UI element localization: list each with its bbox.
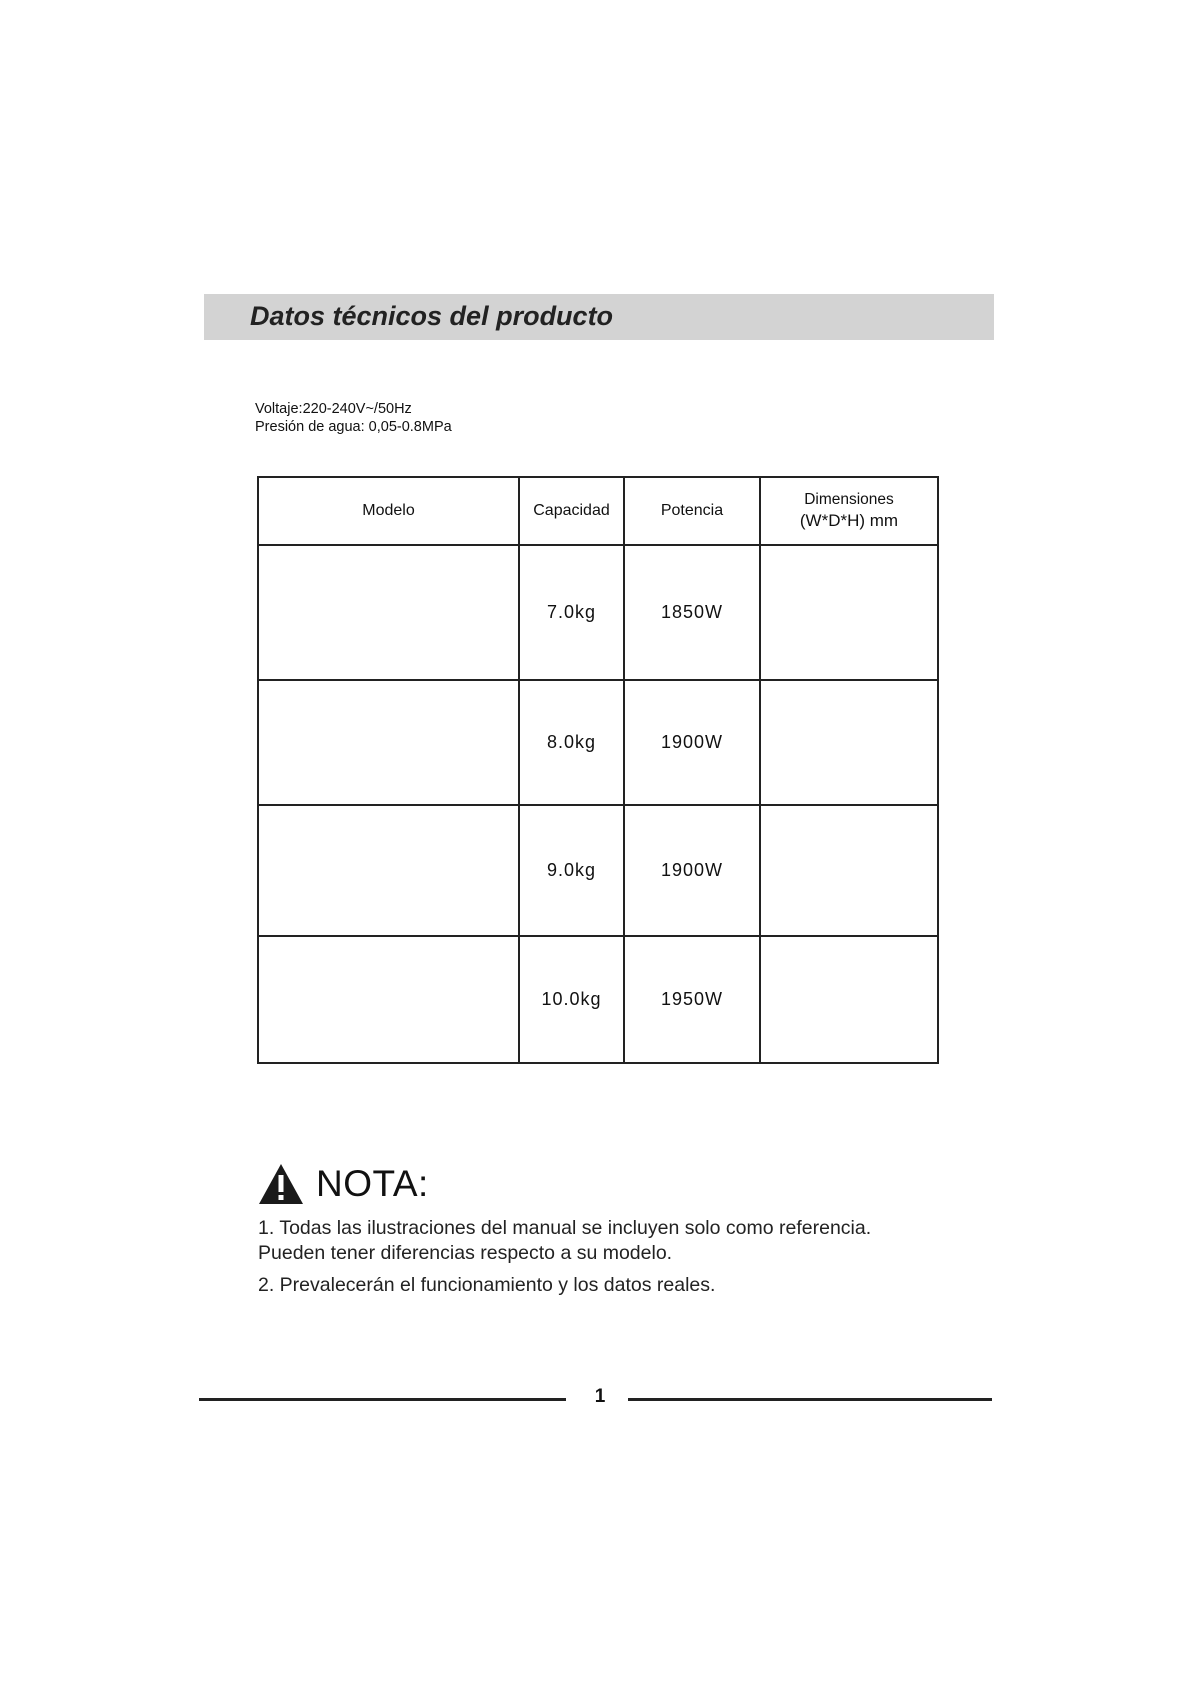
note-item-1 [258,1216,978,1266]
page-number: 1 [594,1386,606,1407]
footer-rule-left [199,1398,566,1401]
cell-dimensions [760,680,938,805]
header-power: Potencia [624,477,760,545]
note-title: NOTA: [316,1163,429,1204]
page-title: Datos técnicos del producto [250,301,614,331]
note-header [258,1160,978,1208]
cell-capacity: 9.0kg [519,805,624,936]
cell-model [258,805,519,936]
header-dimensions [760,477,938,545]
technical-data-table [257,476,939,1064]
cell-dimensions [760,545,938,680]
cell-power: 1900W [624,805,760,936]
voltage-spec: Voltaje:220-240V~/50Hz [255,401,412,417]
specs-block [255,400,452,436]
table-row [258,936,938,1063]
table-row [258,545,938,680]
cell-dimensions [760,805,938,936]
footer-rule-right [628,1398,992,1401]
header-dimensions-unit: (W*D*H) mm [799,511,899,530]
note-block [258,1160,978,1305]
table-row [258,680,938,805]
cell-model [258,680,519,805]
cell-capacity: 8.0kg [519,680,624,805]
header-dimensions-label: Dimensiones [804,491,894,508]
table-row [258,805,938,936]
note-item-1-line-1: 1. Todas las ilustraciones del manual se incluyen solo como referencia. [258,1217,872,1239]
water-pressure-spec: Presión de agua: 0,05-0.8MPa [255,419,452,435]
section-title-bar [204,294,994,340]
cell-power: 1900W [624,680,760,805]
cell-power: 1950W [624,936,760,1063]
cell-model [258,545,519,680]
note-item-1-line-2: Pueden tener diferencias respecto a su modelo. [258,1242,673,1264]
cell-power: 1850W [624,545,760,680]
note-text [258,1216,978,1298]
cell-dimensions [760,936,938,1063]
cell-capacity: 10.0kg [519,936,624,1063]
note-item-2: 2. Prevalecerán el funcionamiento y los datos reales. [258,1274,716,1296]
table-header-row [258,477,938,545]
header-capacity: Capacidad [519,477,624,545]
warning-triangle-icon [258,1163,304,1205]
header-model: Modelo [258,477,519,545]
cell-model [258,936,519,1063]
cell-capacity: 7.0kg [519,545,624,680]
